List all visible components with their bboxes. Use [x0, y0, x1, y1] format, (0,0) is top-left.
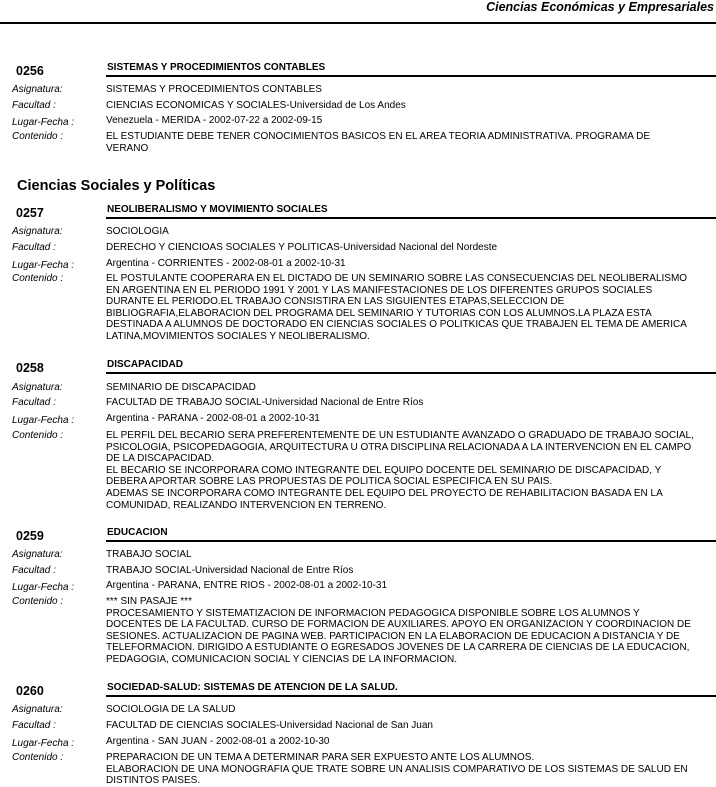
lugar-fecha-label: Lugar-Fecha : — [12, 582, 75, 593]
facultad-label: Facultad : — [12, 397, 56, 408]
entry-code: 0258 — [16, 361, 44, 375]
lugar-fecha-value: Argentina - PARANA - 2002-08-01 a 2002-10-31 — [106, 413, 320, 424]
asignatura-label: Asignatura: — [12, 382, 63, 393]
lugar-fecha-value: Argentina - CORRIENTES - 2002-08-01 a 2002-10-31 — [106, 258, 346, 269]
facultad-label: Facultad : — [12, 720, 56, 731]
lugar-fecha-label: Lugar-Fecha : — [12, 260, 75, 271]
facultad-label: Facultad : — [12, 242, 56, 253]
asignatura-label: Asignatura: — [12, 549, 63, 560]
entry-title: EDUCACION — [107, 527, 168, 538]
entry-divider — [106, 695, 716, 697]
contenido-label: Contenido : — [12, 596, 64, 607]
facultad-value: CIENCIAS ECONOMICAS Y SOCIALES-Universidad de Los Andes — [106, 100, 406, 111]
asignatura-value: SOCIOLOGIA — [106, 226, 169, 237]
entry-code: 0260 — [16, 684, 44, 698]
entry-divider — [106, 217, 716, 219]
lugar-fecha-label: Lugar-Fecha : — [12, 738, 75, 749]
lugar-fecha-label: Lugar-Fecha : — [12, 117, 75, 128]
facultad-value: FACULTAD DE CIENCIAS SOCIALES-Universidad Nacional de San Juan — [106, 720, 433, 731]
contenido-value: PREPARACION DE UN TEMA A DETERMINAR PARA SER EXPUESTO ANTE LOS ALUMNOS. ELABORACION DE UNA MONOGRAFIA QUE TRATE SOBRE UN ANALISIS COMPARATIVO DE LOS SISTEMAS DE SALUD EN DISTINTOS PAISES. — [106, 752, 688, 787]
entry-code: 0257 — [16, 206, 44, 220]
entry-title: SOCIEDAD-SALUD: SISTEMAS DE ATENCION DE LA SALUD. — [107, 682, 398, 693]
asignatura-label: Asignatura: — [12, 704, 63, 715]
section-title: Ciencias Sociales y Políticas — [17, 178, 216, 194]
asignatura-value: TRABAJO SOCIAL — [106, 549, 192, 560]
contenido-value: EL ESTUDIANTE DEBE TENER CONOCIMIENTOS BASICOS EN EL AREA TEORIA ADMINISTRATIVA. PROGRAMA DE VERANO — [106, 131, 651, 154]
lugar-fecha-value: Argentina - SAN JUAN - 2002-08-01 a 2002-10-30 — [106, 736, 330, 747]
asignatura-label: Asignatura: — [12, 226, 63, 237]
contenido-value: *** SIN PASAJE *** PROCESAMIENTO Y SISTEMATIZACION DE INFORMACION PEDAGOGICA DISPONIBLE SOBRE LOS ALUMNOS Y DOCENTES DE LA FACULTAD. CURSO DE FORMACION DE AUXILIARES. APOYO EN ORGANIZACION Y COORDINACION DE SESIONES. ACTUALIZACION DE PAGINA WEB. PARTICIPACION EN LA ELABORACION DE EDUCACION A DISTANCIA Y DE TELEFORMACION. DIRIGIDO A ESTUDIANTE O EGRESADOS JOVENES DE LA CARRERA DE CIENCIAS DE LA EDUCACION, PEDAGOGIA, COMUNICACION SOCIAL Y CIENCIAS DE LA INFORMACION. — [106, 596, 691, 665]
asignatura-value: SEMINARIO DE DISCAPACIDAD — [106, 382, 256, 393]
page-title: Ciencias Económicas y Empresariales — [486, 0, 714, 14]
lugar-fecha-value: Argentina - PARANA, ENTRE RIOS - 2002-08-01 a 2002-10-31 — [106, 580, 388, 591]
contenido-label: Contenido : — [12, 752, 64, 763]
entry-title: NEOLIBERALISMO Y MOVIMIENTO SOCIALES — [107, 204, 328, 215]
entry-title: SISTEMAS Y PROCEDIMIENTOS CONTABLES — [107, 62, 326, 73]
facultad-label: Facultad : — [12, 100, 56, 111]
lugar-fecha-value: Venezuela - MERIDA - 2002-07-22 a 2002-09-15 — [106, 115, 323, 126]
asignatura-value: SOCIOLOGIA DE LA SALUD — [106, 704, 236, 715]
contenido-value: EL POSTULANTE COOPERARA EN EL DICTADO DE UN SEMINARIO SOBRE LAS CONSECUENCIAS DEL NEOLIBERALISMO EN ARGENTINA EN EL PERIODO 1991 Y 2001 Y LAS MANIFESTACIONES DE LOS DIFERENTES GRUPOS SOCIALES DURANTE EL PERIODO.EL TRABAJO CONSISTIRA EN LAS SIGUIENTES ETAPAS,SELECCION DE BIBLIOGRAFIA,ELABORACION DEL PROGRAMA DEL SEMINARIO Y TUTORIAS CON LOS ALUMNOS.LA PLAZA ESTA DESTINADA A ALUMNOS DE DOCTORADO EN CIENCIAS SOCIALES O POLITKICAS QUE TRABAJEN EL TEMA DE AMERICA LATINA,MOVIMIENTOS SOCIALES Y NEOLIBERALISMO. — [106, 273, 688, 342]
entry-code: 0256 — [16, 64, 44, 78]
page-header — [0, 0, 716, 24]
facultad-label: Facultad : — [12, 565, 56, 576]
entry-title: DISCAPACIDAD — [107, 359, 183, 370]
asignatura-label: Asignatura: — [12, 84, 63, 95]
entry-code: 0259 — [16, 529, 44, 543]
facultad-value: TRABAJO SOCIAL-Universidad Nacional de Entre Ríos — [106, 565, 354, 576]
entry-divider — [106, 372, 716, 374]
contenido-label: Contenido : — [12, 430, 64, 441]
facultad-value: DERECHO Y CIENCIOAS SOCIALES Y POLITICAS-Universidad Nacional del Nordeste — [106, 242, 498, 253]
contenido-label: Contenido : — [12, 131, 64, 142]
entry-divider — [106, 540, 716, 542]
contenido-value: EL PERFIL DEL BECARIO SERA PREFERENTEMENTE DE UN ESTUDIANTE AVANZADO O GRADUADO DE TRABAJO SOCIAL, PSICOLOGIA, PSICOPEDAGOGIA, ARQUITECTURA U OTRA DISCIPLINA RELACIONADA A LA INTERVENCION EN EL CAMPO DE LA DISCAPACIDAD. EL BECARIO SE INCORPORARA COMO INTEGRANTE DEL EQUIPO DOCENTE DEL SEMINARIO DE DISCAPACIDAD, Y DEBERA APORTAR SOBRE LAS PROPUESTAS DE POLITICA SOCIAL ESPECIFICA EN SU PAIS. ADEMAS SE INCORPORARA COMO INTEGRANTE DEL EQUIPO DEL PROYECTO DE REHABILITACION BASADA EN LA COMUNIDAD, REALIZANDO INTERVENCION EN TERRENO. — [106, 430, 694, 511]
contenido-label: Contenido : — [12, 273, 64, 284]
entry-divider — [106, 75, 716, 77]
asignatura-value: SISTEMAS Y PROCEDIMIENTOS CONTABLES — [106, 84, 322, 95]
lugar-fecha-label: Lugar-Fecha : — [12, 415, 75, 426]
facultad-value: FACULTAD DE TRABAJO SOCIAL-Universidad Nacional de Entre Ríos — [106, 397, 424, 408]
